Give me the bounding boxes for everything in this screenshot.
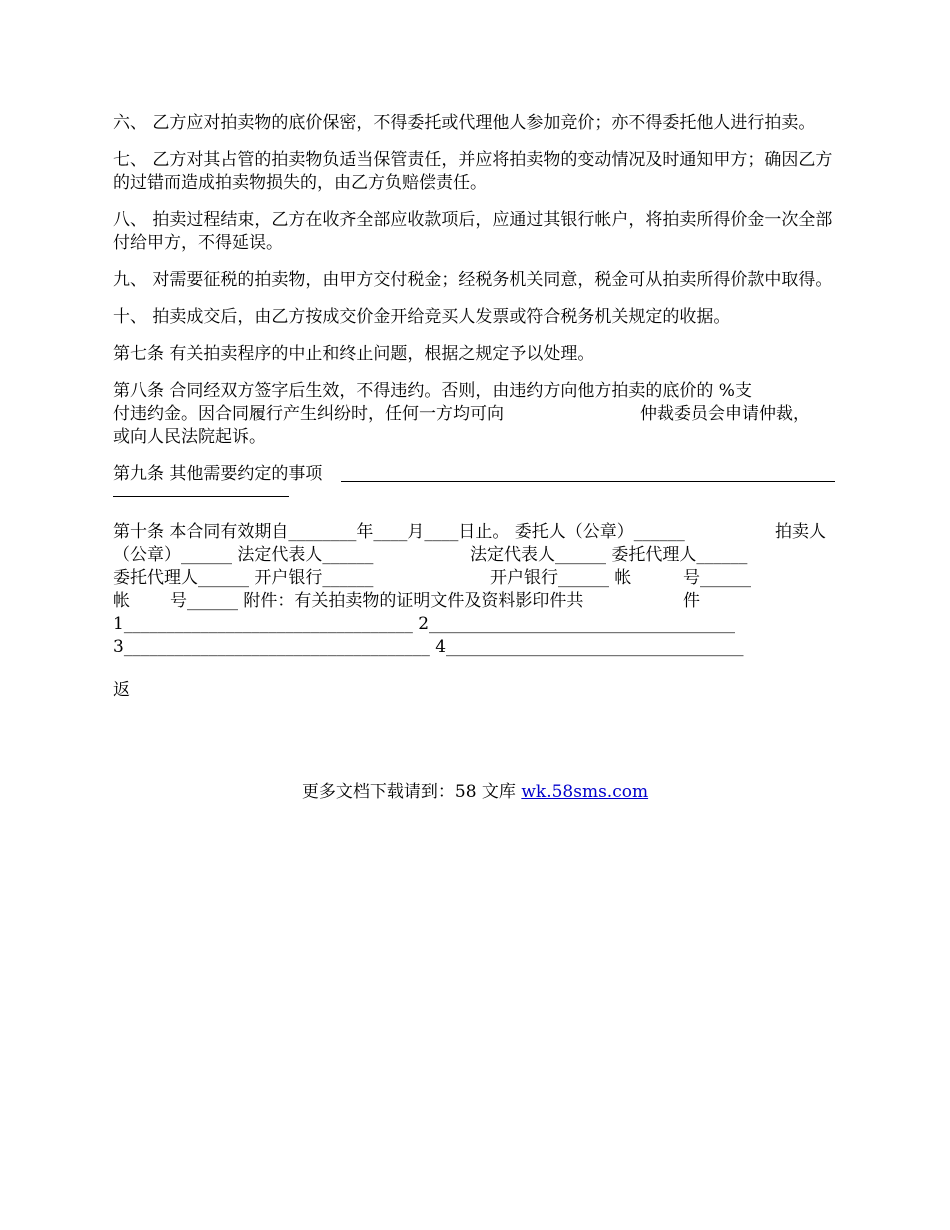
trailing-text: 返 — [113, 680, 130, 700]
footer — [0, 781, 950, 804]
article-10: 第十条 本合同有效期自________年____月____日止。 委托人（公章）______ 拍卖人 （公章）______ 法定代表人______ 法定代表人______ 委托代理人______ 委托代理人______ 开户银行______ 开户银行______ 帐 号______ 帐 号______ 附件：有关拍卖物的证明文件及资料影印件共 件 1__________________________________ 2____________________________________ 3____________________________________ 4___________________________________ — [113, 522, 826, 657]
clause-item-9: 九、 对需要征税的拍卖物，由甲方交付税金；经税务机关同意，税金可从拍卖所得价款中取得。 — [113, 270, 833, 290]
footer-link[interactable]: wk.58sms.com — [521, 782, 649, 802]
article-7: 第七条 有关拍卖程序的中止和终止问题，根据之规定予以处理。 — [113, 344, 595, 364]
clause-item-8: 八、 拍卖过程结束，乙方在收齐全部应收款项后，应通过其银行帐户，将拍卖所得价金一次全部付给甲方，不得延误。 — [113, 210, 833, 253]
article-8-line-3: 或向人民法院起诉。 — [113, 427, 266, 447]
clause-item-10: 十、 拍卖成交后，由乙方按成交价金开给竞买人发票或符合税务机关规定的收据。 — [113, 307, 731, 327]
document-body — [113, 112, 835, 716]
article-8-line-2: 付违约金。因合同履行产生纠纷时，任何一方均可向 仲裁委员会申请仲裁， — [113, 404, 810, 424]
clause-item-6: 六、 乙方应对拍卖物的底价保密，不得委托或代理他人参加竞价；亦不得委托他人进行拍卖。 — [113, 113, 816, 133]
article-9-blank-line — [341, 463, 835, 482]
clause-item-7: 七、 乙方对其占管的拍卖物负适当保管责任，并应将拍卖物的变动情况及时通知甲方；确因乙方的过错而造成拍卖物损失的，由乙方负赔偿责任。 — [113, 150, 833, 193]
article-9: 第九条 其他需要约定的事项 — [113, 463, 835, 497]
article-8-line-1: 第八条 合同经双方签字后生效，不得违约。否则，由违约方向他方拍卖的底价的 %支 — [113, 381, 752, 401]
footer-prefix: 更多文档下载请到：58 文库 — [301, 782, 522, 802]
article-8 — [113, 380, 835, 449]
